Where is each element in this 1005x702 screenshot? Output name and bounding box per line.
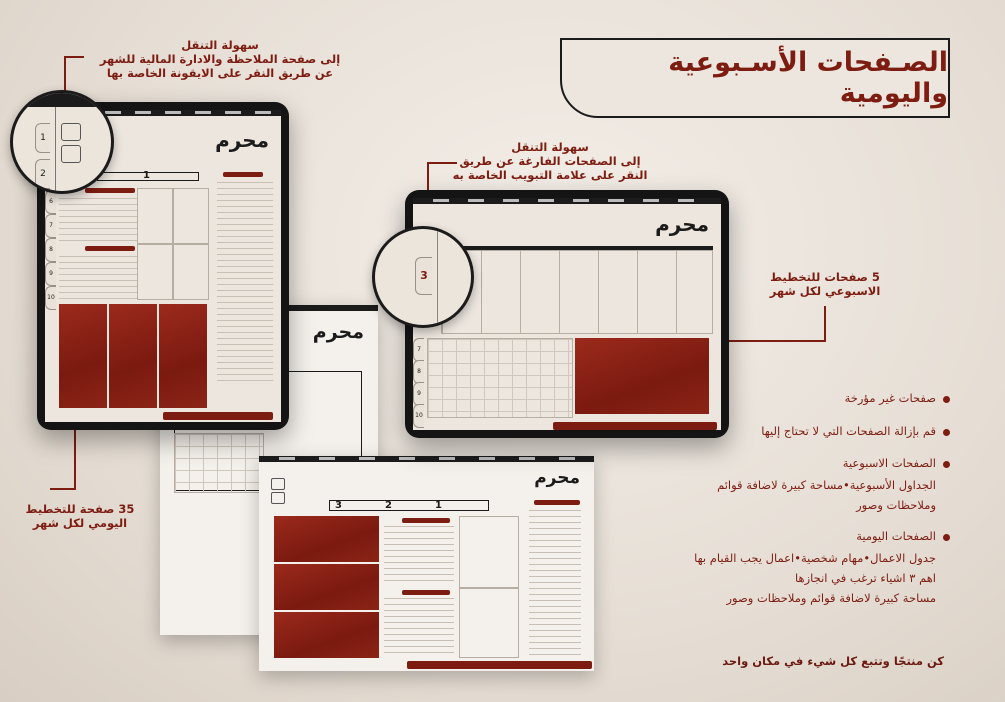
notes-box bbox=[137, 188, 173, 244]
zoom-circle-icons bbox=[10, 90, 114, 194]
callout-line bbox=[50, 488, 76, 490]
photo-placeholder bbox=[274, 564, 379, 610]
notes-box bbox=[173, 188, 209, 244]
todo-lines bbox=[59, 198, 137, 242]
month-logo: محرم bbox=[534, 468, 580, 488]
note-icon[interactable] bbox=[271, 478, 285, 490]
bullet-icon bbox=[943, 429, 950, 436]
schedule-header bbox=[534, 500, 580, 505]
photo-placeholder bbox=[159, 304, 207, 408]
notes-box bbox=[137, 244, 173, 300]
page-title: الصـفحات الأسـبوعية واليومية bbox=[668, 47, 948, 109]
notes-box bbox=[459, 588, 519, 658]
feature-weekly-detail2: وملاحظات وصور bbox=[856, 498, 936, 512]
zoom-tab[interactable]: 1 bbox=[35, 123, 50, 153]
nav-note-top-body1: إلى صفحة الملاحظة والادارة المالية للشهر bbox=[99, 52, 341, 66]
schedule-lines bbox=[217, 182, 273, 382]
feature-undated: صفحات غير مؤرخة bbox=[844, 391, 936, 405]
notes-grid bbox=[174, 433, 264, 493]
feature-daily-detail2: اهم ٣ اشياء ترغب في انجازها bbox=[795, 571, 936, 585]
zoom-tab[interactable]: 3 bbox=[415, 257, 432, 295]
nav-note-mid-body2: النقر على علامة التبويب الخاصة به bbox=[452, 168, 648, 182]
callout-line bbox=[64, 56, 84, 58]
notes-grid bbox=[427, 338, 573, 418]
schedule-header bbox=[223, 172, 263, 177]
notes-box bbox=[173, 244, 209, 300]
section-header bbox=[85, 246, 135, 251]
bullet-icon bbox=[943, 461, 950, 468]
weekly-top-nav bbox=[413, 198, 721, 204]
daily-top-nav bbox=[259, 456, 594, 462]
todo-lines bbox=[59, 256, 137, 300]
feature-remove-pages: قم بإزالة الصفحات التي لا تحتاج إليها bbox=[761, 424, 936, 438]
bottom-nav[interactable] bbox=[163, 412, 273, 420]
top3-num: 3 bbox=[335, 500, 342, 511]
paper-daily-landscape bbox=[259, 456, 594, 671]
month-logo: محرم bbox=[655, 212, 709, 236]
photo-placeholder bbox=[109, 304, 157, 408]
month-logo: محرم bbox=[312, 321, 364, 343]
callout-line bbox=[74, 420, 76, 490]
weekly-count-line2: الاسبوعي لكل شهر bbox=[769, 284, 881, 298]
note-icon[interactable] bbox=[61, 123, 81, 141]
tablet-weekly-screen bbox=[413, 198, 721, 430]
nav-note-top-title: سهولة التنقل bbox=[181, 38, 259, 52]
zoom-top-nav bbox=[13, 93, 111, 107]
month-tab[interactable]: 10 bbox=[45, 286, 56, 310]
photo-placeholder bbox=[274, 612, 379, 658]
photo-placeholder bbox=[274, 516, 379, 562]
top3-boxes bbox=[329, 500, 489, 511]
section-header bbox=[85, 188, 135, 193]
schedule-lines bbox=[529, 510, 581, 658]
bullet-icon bbox=[943, 534, 950, 541]
daily-count-note bbox=[20, 502, 140, 530]
daily-count-line1: 35 صفحة للتخطيط bbox=[25, 502, 135, 516]
callout-line bbox=[824, 306, 826, 342]
zoom-circle-tab bbox=[372, 226, 474, 328]
section-header bbox=[402, 518, 450, 523]
top3-num: 1 bbox=[435, 500, 442, 511]
feature-daily-detail1: جدول الاعمال•مهام شخصية•اعمال يجب القيام بها bbox=[694, 551, 936, 565]
top3-num: 1 bbox=[143, 170, 150, 181]
notes-box bbox=[459, 516, 519, 588]
nav-note-mid bbox=[430, 140, 670, 182]
month-tab[interactable]: 8 bbox=[45, 238, 56, 262]
month-tab[interactable]: 7 bbox=[413, 338, 424, 362]
feature-weekly: الصفحات الاسبوعية bbox=[842, 456, 936, 470]
finance-icon[interactable] bbox=[271, 492, 285, 504]
daily-count-line2: اليومي لكل شهر bbox=[32, 516, 128, 530]
page-title-box bbox=[560, 38, 950, 118]
todo-lines bbox=[384, 526, 454, 586]
features-list bbox=[690, 388, 950, 678]
month-tab[interactable]: 8 bbox=[413, 360, 424, 384]
month-logo: محرم bbox=[215, 128, 269, 152]
feature-daily: الصفحات اليومية bbox=[856, 529, 936, 543]
weekly-count-note bbox=[760, 270, 890, 298]
weekly-columns bbox=[441, 250, 713, 334]
zoom-divider bbox=[55, 107, 56, 191]
month-tab[interactable]: 9 bbox=[45, 262, 56, 286]
bottom-nav[interactable] bbox=[407, 661, 592, 669]
callout-line bbox=[718, 340, 826, 342]
nav-note-top bbox=[80, 38, 360, 80]
month-tab[interactable]: 9 bbox=[413, 382, 424, 406]
feature-daily-detail3: مساحة كبيرة لاضافة قوائم وملاحظات وصور bbox=[726, 591, 936, 605]
month-tab[interactable]: 10 bbox=[413, 404, 424, 428]
callout-line bbox=[427, 162, 457, 164]
feature-weekly-detail1: الجداول الأسبوعية•مساحة كبيرة لاضافة قوائم bbox=[717, 478, 936, 492]
nav-note-mid-body1: إلى الصفحات الفارغة عن طريق bbox=[459, 154, 641, 168]
bullet-icon bbox=[943, 396, 950, 403]
zoom-tab[interactable]: 2 bbox=[35, 159, 50, 189]
month-tab[interactable]: 7 bbox=[45, 214, 56, 238]
photo-placeholder bbox=[59, 304, 107, 408]
photo-placeholder bbox=[575, 338, 709, 414]
weekly-count-line1: 5 صفحات للتخطيط bbox=[770, 270, 880, 284]
bottom-nav[interactable] bbox=[553, 422, 717, 430]
finance-icon[interactable] bbox=[61, 145, 81, 163]
todo-lines bbox=[384, 598, 454, 653]
zoom-divider bbox=[437, 229, 438, 325]
tagline: كن منتجًا وتتبع كل شيء في مكان واحد bbox=[722, 654, 944, 668]
nav-note-mid-title: سهولة التنقل bbox=[511, 140, 589, 154]
month-tab[interactable]: 6 bbox=[45, 190, 56, 214]
nav-note-top-body2: عن طريق النقر على الايقونة الخاصة بها bbox=[106, 66, 334, 80]
top3-num: 2 bbox=[385, 500, 392, 511]
section-header bbox=[402, 590, 450, 595]
